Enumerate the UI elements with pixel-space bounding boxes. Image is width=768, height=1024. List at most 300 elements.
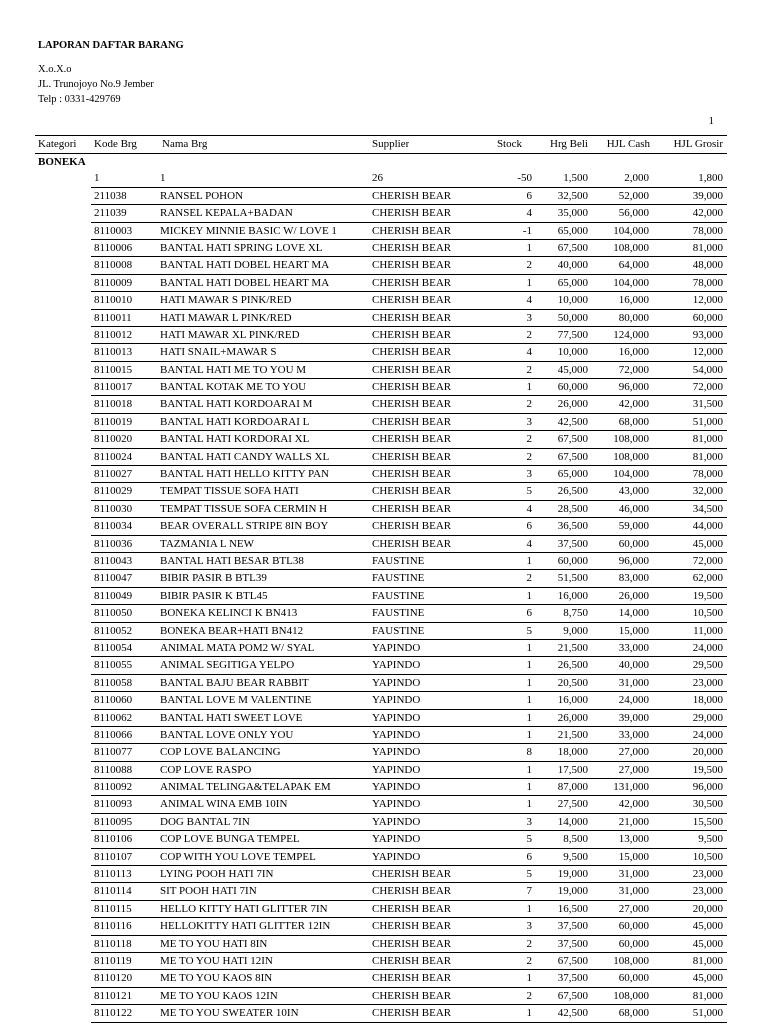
- cell-nama-brg: BANTAL HATI SWEET LOVE: [160, 711, 303, 724]
- group-label: [35, 154, 727, 170]
- table-row: [35, 1005, 727, 1022]
- cell-hrg-beli: 67,500: [557, 450, 588, 463]
- cell-hrg-beli: 26,500: [557, 485, 588, 498]
- cell-stock: 3: [526, 415, 532, 428]
- cell-hjl-grosir: 9,500: [698, 833, 723, 846]
- cell-stock: 4: [526, 346, 532, 359]
- cell-nama-brg: HELLO KITTY HATI GLITTER 7IN: [160, 902, 328, 915]
- cell-hrg-beli: 9,500: [563, 850, 588, 863]
- cell-hrg-beli: 14,000: [557, 815, 588, 828]
- cell-nama-brg: DOG BANTAL 7IN: [160, 815, 250, 828]
- cell-hjl-cash: 104,000: [613, 224, 649, 237]
- cell-nama-brg: RANSEL KEPALA+BADAN: [160, 207, 293, 220]
- cell-hjl-grosir: 15,500: [692, 815, 723, 828]
- cell-hjl-cash: 83,000: [618, 572, 649, 585]
- cell-hjl-grosir: 78,000: [692, 224, 723, 237]
- cell-supplier: CHERISH BEAR: [372, 885, 452, 898]
- cell-hjl-cash: 40,000: [618, 659, 649, 672]
- cell-supplier: FAUSTINE: [372, 624, 425, 637]
- cell-supplier: CHERISH BEAR: [372, 241, 452, 254]
- cell-hjl-cash: 31,000: [618, 676, 649, 689]
- cell-hjl-grosir: 39,000: [692, 189, 723, 202]
- cell-stock: 4: [526, 537, 532, 550]
- group-name: BONEKA: [38, 156, 86, 169]
- table-row: [35, 918, 727, 935]
- cell-nama-brg: BONEKA KELINCI K BN413: [160, 607, 298, 620]
- table-row: [35, 727, 727, 744]
- cell-hrg-beli: 87,000: [557, 781, 588, 794]
- cell-hrg-beli: 19,000: [557, 885, 588, 898]
- cell-hrg-beli: 16,000: [557, 694, 588, 707]
- cell-kode-brg: 8110034: [94, 520, 133, 533]
- cell-stock: 1: [526, 694, 532, 707]
- cell-kode-brg: 8110114: [94, 885, 132, 898]
- cell-hjl-cash: 124,000: [613, 328, 649, 341]
- cell-stock: 6: [526, 520, 532, 533]
- header-hrg-beli: Hrg Beli: [550, 138, 588, 150]
- cell-hrg-beli: 67,500: [557, 954, 588, 967]
- cell-nama-brg: BANTAL HATI DOBEL HEART MA: [160, 276, 330, 289]
- page-number: 1: [708, 115, 714, 127]
- cell-hjl-cash: 31,000: [618, 885, 649, 898]
- cell-hjl-grosir: 12,000: [692, 294, 723, 307]
- cell-supplier: YAPINDO: [372, 676, 421, 689]
- cell-nama-brg: BIBIR PASIR K BTL45: [160, 589, 268, 602]
- cell-hrg-beli: 50,000: [557, 311, 588, 324]
- cell-hrg-beli: 42,500: [557, 415, 588, 428]
- table-row: [35, 501, 727, 518]
- cell-kode-brg: 8110029: [94, 485, 133, 498]
- cell-hjl-cash: 16,000: [618, 294, 649, 307]
- table-row: [35, 570, 727, 587]
- cell-hjl-grosir: 10,500: [692, 607, 723, 620]
- header-hjl-cash: HJL Cash: [606, 138, 650, 150]
- cell-hjl-cash: 68,000: [618, 1007, 649, 1020]
- cell-nama-brg: BANTAL HATI KORDOARAI L: [160, 415, 310, 428]
- cell-nama-brg: BONEKA BEAR+HATI BN412: [160, 624, 304, 637]
- cell-nama-brg: BANTAL HATI DOBEL HEART MA: [160, 259, 330, 272]
- cell-stock: 1: [526, 781, 532, 794]
- cell-supplier: YAPINDO: [372, 798, 421, 811]
- cell-hrg-beli: 1,500: [563, 172, 588, 185]
- cell-hjl-grosir: 54,000: [692, 363, 723, 376]
- cell-kode-brg: 8110015: [94, 363, 133, 376]
- cell-stock: 5: [526, 485, 532, 498]
- cell-stock: 1: [526, 381, 532, 394]
- table-row: [35, 414, 727, 431]
- cell-supplier: CHERISH BEAR: [372, 868, 452, 881]
- cell-kode-brg: 8110012: [94, 328, 133, 341]
- cell-kode-brg: 8110113: [94, 868, 132, 881]
- cell-stock: 3: [526, 311, 532, 324]
- cell-hjl-cash: 26,000: [618, 589, 649, 602]
- cell-supplier: CHERISH BEAR: [372, 989, 452, 1002]
- cell-hrg-beli: 40,000: [557, 259, 588, 272]
- cell-hrg-beli: 65,000: [557, 224, 588, 237]
- table-row: [35, 431, 727, 448]
- cell-stock: 2: [526, 259, 532, 272]
- cell-supplier: CHERISH BEAR: [372, 381, 452, 394]
- table-row: [35, 344, 727, 361]
- cell-kode-brg: 8110095: [94, 815, 133, 828]
- cell-nama-brg: COP LOVE BUNGA TEMPEL: [160, 833, 300, 846]
- cell-hjl-cash: 43,000: [618, 485, 649, 498]
- cell-hjl-grosir: 30,500: [692, 798, 723, 811]
- cell-stock: 2: [526, 328, 532, 341]
- table-row: [35, 170, 727, 187]
- cell-hjl-grosir: 96,000: [692, 781, 723, 794]
- cell-hjl-cash: 24,000: [618, 694, 649, 707]
- table-row: [35, 240, 727, 257]
- cell-nama-brg: BANTAL LOVE ONLY YOU: [160, 728, 294, 741]
- cell-supplier: CHERISH BEAR: [372, 276, 452, 289]
- table-row: [35, 292, 727, 309]
- table-row: [35, 883, 727, 900]
- cell-hjl-grosir: 29,000: [692, 711, 723, 724]
- cell-stock: 2: [526, 433, 532, 446]
- header-nama-brg: Nama Brg: [162, 138, 208, 150]
- cell-hjl-grosir: 45,000: [692, 972, 723, 985]
- cell-supplier: FAUSTINE: [372, 607, 425, 620]
- cell-hrg-beli: 26,000: [557, 711, 588, 724]
- cell-supplier: CHERISH BEAR: [372, 468, 452, 481]
- table-row: [35, 483, 727, 500]
- table-row: [35, 657, 727, 674]
- cell-kode-brg: 8110092: [94, 781, 133, 794]
- cell-hjl-grosir: 93,000: [692, 328, 723, 341]
- cell-stock: 1: [526, 902, 532, 915]
- cell-supplier: CHERISH BEAR: [372, 902, 452, 915]
- cell-hjl-cash: 108,000: [613, 989, 649, 1002]
- cell-hjl-cash: 52,000: [618, 189, 649, 202]
- cell-stock: 1: [526, 659, 532, 672]
- table-row: [35, 936, 727, 953]
- cell-nama-brg: ME TO YOU HATI 12IN: [160, 954, 273, 967]
- cell-hrg-beli: 65,000: [557, 276, 588, 289]
- cell-stock: 7: [526, 885, 532, 898]
- cell-hrg-beli: 32,500: [557, 189, 588, 202]
- table-row: [35, 588, 727, 605]
- cell-hrg-beli: 67,500: [557, 433, 588, 446]
- cell-hjl-cash: 108,000: [613, 241, 649, 254]
- cell-nama-brg: BANTAL HATI BESAR BTL38: [160, 554, 304, 567]
- cell-hjl-grosir: 78,000: [692, 468, 723, 481]
- cell-hrg-beli: 36,500: [557, 520, 588, 533]
- cell-hjl-grosir: 19,500: [692, 763, 723, 776]
- cell-kode-brg: 8110013: [94, 346, 133, 359]
- table-row: [35, 901, 727, 918]
- cell-nama-brg: TEMPAT TISSUE SOFA HATI: [160, 485, 299, 498]
- column-header-row: [35, 135, 727, 154]
- cell-hrg-beli: 42,500: [557, 1007, 588, 1020]
- cell-hrg-beli: 37,500: [557, 972, 588, 985]
- table-row: [35, 518, 727, 535]
- cell-nama-brg: BANTAL HATI CANDY WALLS XL: [160, 450, 330, 463]
- cell-kode-brg: 8110018: [94, 398, 133, 411]
- cell-hjl-grosir: 29,500: [692, 659, 723, 672]
- table-row: [35, 762, 727, 779]
- cell-nama-brg: COP LOVE BALANCING: [160, 746, 281, 759]
- cell-kode-brg: 8110024: [94, 450, 133, 463]
- cell-hjl-cash: 33,000: [618, 728, 649, 741]
- cell-kode-brg: 8110036: [94, 537, 133, 550]
- cell-hrg-beli: 37,500: [557, 537, 588, 550]
- cell-stock: 3: [526, 815, 532, 828]
- report-header: [38, 38, 184, 107]
- cell-kode-brg: 8110011: [94, 311, 132, 324]
- cell-nama-brg: 1: [160, 172, 166, 185]
- cell-kode-brg: 8110055: [94, 659, 133, 672]
- cell-nama-brg: BANTAL KOTAK ME TO YOU: [160, 381, 307, 394]
- cell-supplier: YAPINDO: [372, 641, 421, 654]
- cell-supplier: YAPINDO: [372, 694, 421, 707]
- cell-hjl-cash: 14,000: [618, 607, 649, 620]
- cell-stock: 1: [526, 798, 532, 811]
- table-row: [35, 970, 727, 987]
- cell-hjl-grosir: 11,000: [693, 624, 723, 637]
- cell-hjl-grosir: 60,000: [692, 311, 723, 324]
- cell-hrg-beli: 67,500: [557, 989, 588, 1002]
- cell-hjl-cash: 2,000: [624, 172, 649, 185]
- cell-supplier: YAPINDO: [372, 763, 421, 776]
- cell-hjl-cash: 104,000: [613, 468, 649, 481]
- cell-hrg-beli: 45,000: [557, 363, 588, 376]
- cell-kode-brg: 8110050: [94, 607, 133, 620]
- cell-stock: 6: [526, 850, 532, 863]
- table-row: [35, 623, 727, 640]
- company-address: JL. Trunojoyo No.9 Jember: [38, 79, 154, 90]
- cell-stock: 2: [526, 572, 532, 585]
- table-row: [35, 449, 727, 466]
- cell-nama-brg: BANTAL HATI SPRING LOVE XL: [160, 241, 323, 254]
- cell-kode-brg: 8110017: [94, 381, 133, 394]
- table-row: [35, 953, 727, 970]
- cell-kode-brg: 8110049: [94, 589, 133, 602]
- cell-kode-brg: 8110058: [94, 676, 133, 689]
- cell-hrg-beli: 8,500: [563, 833, 588, 846]
- cell-stock: 5: [526, 833, 532, 846]
- cell-hrg-beli: 17,500: [557, 763, 588, 776]
- cell-nama-brg: SIT POOH HATI 7IN: [160, 885, 257, 898]
- header-kode-brg: Kode Brg: [94, 138, 137, 150]
- cell-stock: 6: [526, 607, 532, 620]
- cell-stock: 1: [526, 676, 532, 689]
- cell-hjl-grosir: 45,000: [692, 937, 723, 950]
- table-row: [35, 744, 727, 761]
- cell-hjl-cash: 27,000: [618, 763, 649, 776]
- cell-nama-brg: MICKEY MINNIE BASIC W/ LOVE 1: [160, 224, 337, 237]
- cell-supplier: CHERISH BEAR: [372, 954, 452, 967]
- cell-kode-brg: 8110006: [94, 241, 133, 254]
- cell-hjl-cash: 60,000: [618, 937, 649, 950]
- table-row: [35, 205, 727, 222]
- cell-hjl-cash: 21,000: [618, 815, 649, 828]
- cell-supplier: YAPINDO: [372, 815, 421, 828]
- cell-hjl-grosir: 45,000: [692, 920, 723, 933]
- cell-supplier: YAPINDO: [372, 711, 421, 724]
- cell-stock: 4: [526, 294, 532, 307]
- cell-supplier: CHERISH BEAR: [372, 433, 452, 446]
- header-stock: Stock: [496, 138, 522, 150]
- cell-hrg-beli: 10,000: [557, 294, 588, 307]
- cell-hjl-cash: 42,000: [618, 398, 649, 411]
- table-row: [35, 866, 727, 883]
- cell-nama-brg: RANSEL POHON: [160, 189, 244, 202]
- cell-hrg-beli: 26,000: [557, 398, 588, 411]
- cell-hjl-cash: 131,000: [613, 781, 649, 794]
- cell-supplier: CHERISH BEAR: [372, 311, 452, 324]
- cell-hjl-grosir: 18,000: [692, 694, 723, 707]
- cell-hrg-beli: 18,000: [557, 746, 588, 759]
- cell-stock: 2: [526, 363, 532, 376]
- cell-nama-brg: ME TO YOU KAOS 8IN: [160, 972, 273, 985]
- cell-nama-brg: LYING POOH HATI 7IN: [160, 868, 274, 881]
- table-row: [35, 675, 727, 692]
- cell-hjl-grosir: 62,000: [692, 572, 723, 585]
- table-row: [35, 710, 727, 727]
- table-row: [35, 379, 727, 396]
- cell-stock: -50: [517, 172, 532, 185]
- cell-hrg-beli: 19,000: [557, 868, 588, 881]
- cell-hjl-grosir: 42,000: [692, 207, 723, 220]
- cell-stock: 1: [526, 763, 532, 776]
- cell-supplier: CHERISH BEAR: [372, 224, 452, 237]
- cell-hjl-grosir: 81,000: [692, 989, 723, 1002]
- cell-hjl-grosir: 23,000: [692, 885, 723, 898]
- cell-nama-brg: BANTAL HATI KORDOARAI M: [160, 398, 313, 411]
- cell-stock: 1: [526, 276, 532, 289]
- cell-nama-brg: BANTAL BAJU BEAR RABBIT: [160, 676, 309, 689]
- cell-kode-brg: 211038: [94, 189, 127, 202]
- cell-hjl-cash: 60,000: [618, 920, 649, 933]
- cell-hrg-beli: 60,000: [557, 554, 588, 567]
- cell-hrg-beli: 60,000: [557, 381, 588, 394]
- cell-kode-brg: 8110060: [94, 694, 133, 707]
- report-title: LAPORAN DAFTAR BARANG: [38, 40, 184, 51]
- table-row: [35, 796, 727, 813]
- cell-hjl-grosir: 31,500: [692, 398, 723, 411]
- cell-supplier: CHERISH BEAR: [372, 485, 452, 498]
- cell-hrg-beli: 20,500: [557, 676, 588, 689]
- cell-kode-brg: 8110020: [94, 433, 133, 446]
- cell-stock: 5: [526, 624, 532, 637]
- cell-kode-brg: 8110116: [94, 920, 132, 933]
- cell-kode-brg: 8110121: [94, 989, 133, 1002]
- cell-supplier: CHERISH BEAR: [372, 398, 452, 411]
- cell-nama-brg: BANTAL LOVE M VALENTINE: [160, 694, 312, 707]
- table-row: [35, 692, 727, 709]
- cell-supplier: FAUSTINE: [372, 572, 425, 585]
- cell-kode-brg: 8110047: [94, 572, 133, 585]
- cell-hjl-grosir: 24,000: [692, 728, 723, 741]
- cell-hjl-cash: 108,000: [613, 433, 649, 446]
- cell-nama-brg: ANIMAL WINA EMB 10IN: [160, 798, 288, 811]
- cell-hjl-grosir: 34,500: [692, 502, 723, 515]
- cell-hjl-cash: 96,000: [618, 381, 649, 394]
- cell-nama-brg: ME TO YOU HATI 8IN: [160, 937, 268, 950]
- cell-kode-brg: 8110093: [94, 798, 133, 811]
- cell-kode-brg: 8110088: [94, 763, 133, 776]
- table-row: [35, 327, 727, 344]
- cell-hjl-grosir: 20,000: [692, 746, 723, 759]
- cell-hjl-grosir: 45,000: [692, 537, 723, 550]
- cell-nama-brg: ANIMAL TELINGA&TELAPAK EM: [160, 781, 331, 794]
- cell-supplier: FAUSTINE: [372, 589, 425, 602]
- cell-hjl-cash: 96,000: [618, 554, 649, 567]
- cell-supplier: CHERISH BEAR: [372, 189, 452, 202]
- cell-stock: 8: [526, 746, 532, 759]
- cell-stock: 5: [526, 868, 532, 881]
- cell-nama-brg: TAZMANIA L NEW: [160, 537, 255, 550]
- table-row: [35, 849, 727, 866]
- cell-stock: 3: [526, 468, 532, 481]
- cell-hjl-cash: 104,000: [613, 276, 649, 289]
- cell-nama-brg: BANTAL HATI ME TO YOU M: [160, 363, 307, 376]
- cell-kode-brg: 8110119: [94, 954, 132, 967]
- cell-stock: 6: [526, 189, 532, 202]
- cell-supplier: CHERISH BEAR: [372, 1007, 452, 1020]
- cell-kode-brg: 8110009: [94, 276, 133, 289]
- table-row: [35, 814, 727, 831]
- cell-kode-brg: 8110120: [94, 972, 133, 985]
- cell-hjl-grosir: 51,000: [692, 1007, 723, 1020]
- cell-supplier: CHERISH BEAR: [372, 520, 452, 533]
- cell-hjl-grosir: 48,000: [692, 259, 723, 272]
- cell-hjl-cash: 60,000: [618, 972, 649, 985]
- cell-kode-brg: 8110003: [94, 224, 133, 237]
- cell-hjl-cash: 16,000: [618, 346, 649, 359]
- cell-supplier: YAPINDO: [372, 659, 421, 672]
- cell-supplier: CHERISH BEAR: [372, 346, 452, 359]
- cell-hjl-cash: 31,000: [618, 868, 649, 881]
- table-row: [35, 466, 727, 483]
- cell-hrg-beli: 65,000: [557, 468, 588, 481]
- table-row: [35, 396, 727, 413]
- table-row: [35, 640, 727, 657]
- cell-supplier: CHERISH BEAR: [372, 415, 452, 428]
- header-kategori: Kategori: [38, 138, 77, 150]
- cell-hrg-beli: 26,500: [557, 659, 588, 672]
- cell-hrg-beli: 10,000: [557, 346, 588, 359]
- table-row: [35, 988, 727, 1005]
- table-row: [35, 257, 727, 274]
- cell-hjl-grosir: 24,000: [692, 641, 723, 654]
- cell-hjl-grosir: 23,000: [692, 676, 723, 689]
- cell-hrg-beli: 27,500: [557, 798, 588, 811]
- cell-supplier: CHERISH BEAR: [372, 207, 452, 220]
- cell-supplier: YAPINDO: [372, 728, 421, 741]
- cell-hjl-grosir: 81,000: [692, 433, 723, 446]
- table-row: [35, 275, 727, 292]
- cell-hjl-grosir: 81,000: [692, 954, 723, 967]
- cell-hjl-grosir: 81,000: [692, 450, 723, 463]
- cell-stock: 4: [526, 207, 532, 220]
- cell-supplier: YAPINDO: [372, 746, 421, 759]
- table-row: [35, 553, 727, 570]
- cell-kode-brg: 8110066: [94, 728, 133, 741]
- cell-hjl-grosir: 32,000: [692, 485, 723, 498]
- cell-hjl-cash: 46,000: [618, 502, 649, 515]
- cell-stock: 3: [526, 920, 532, 933]
- cell-hrg-beli: 51,500: [557, 572, 588, 585]
- cell-hjl-cash: 68,000: [618, 415, 649, 428]
- cell-hrg-beli: 9,000: [563, 624, 588, 637]
- table-row: [35, 536, 727, 553]
- cell-hjl-grosir: 81,000: [692, 241, 723, 254]
- company-phone: Telp : 0331-429769: [38, 94, 121, 105]
- cell-nama-brg: ANIMAL MATA POM2 W/ SYAL: [160, 641, 315, 654]
- cell-hrg-beli: 37,500: [557, 920, 588, 933]
